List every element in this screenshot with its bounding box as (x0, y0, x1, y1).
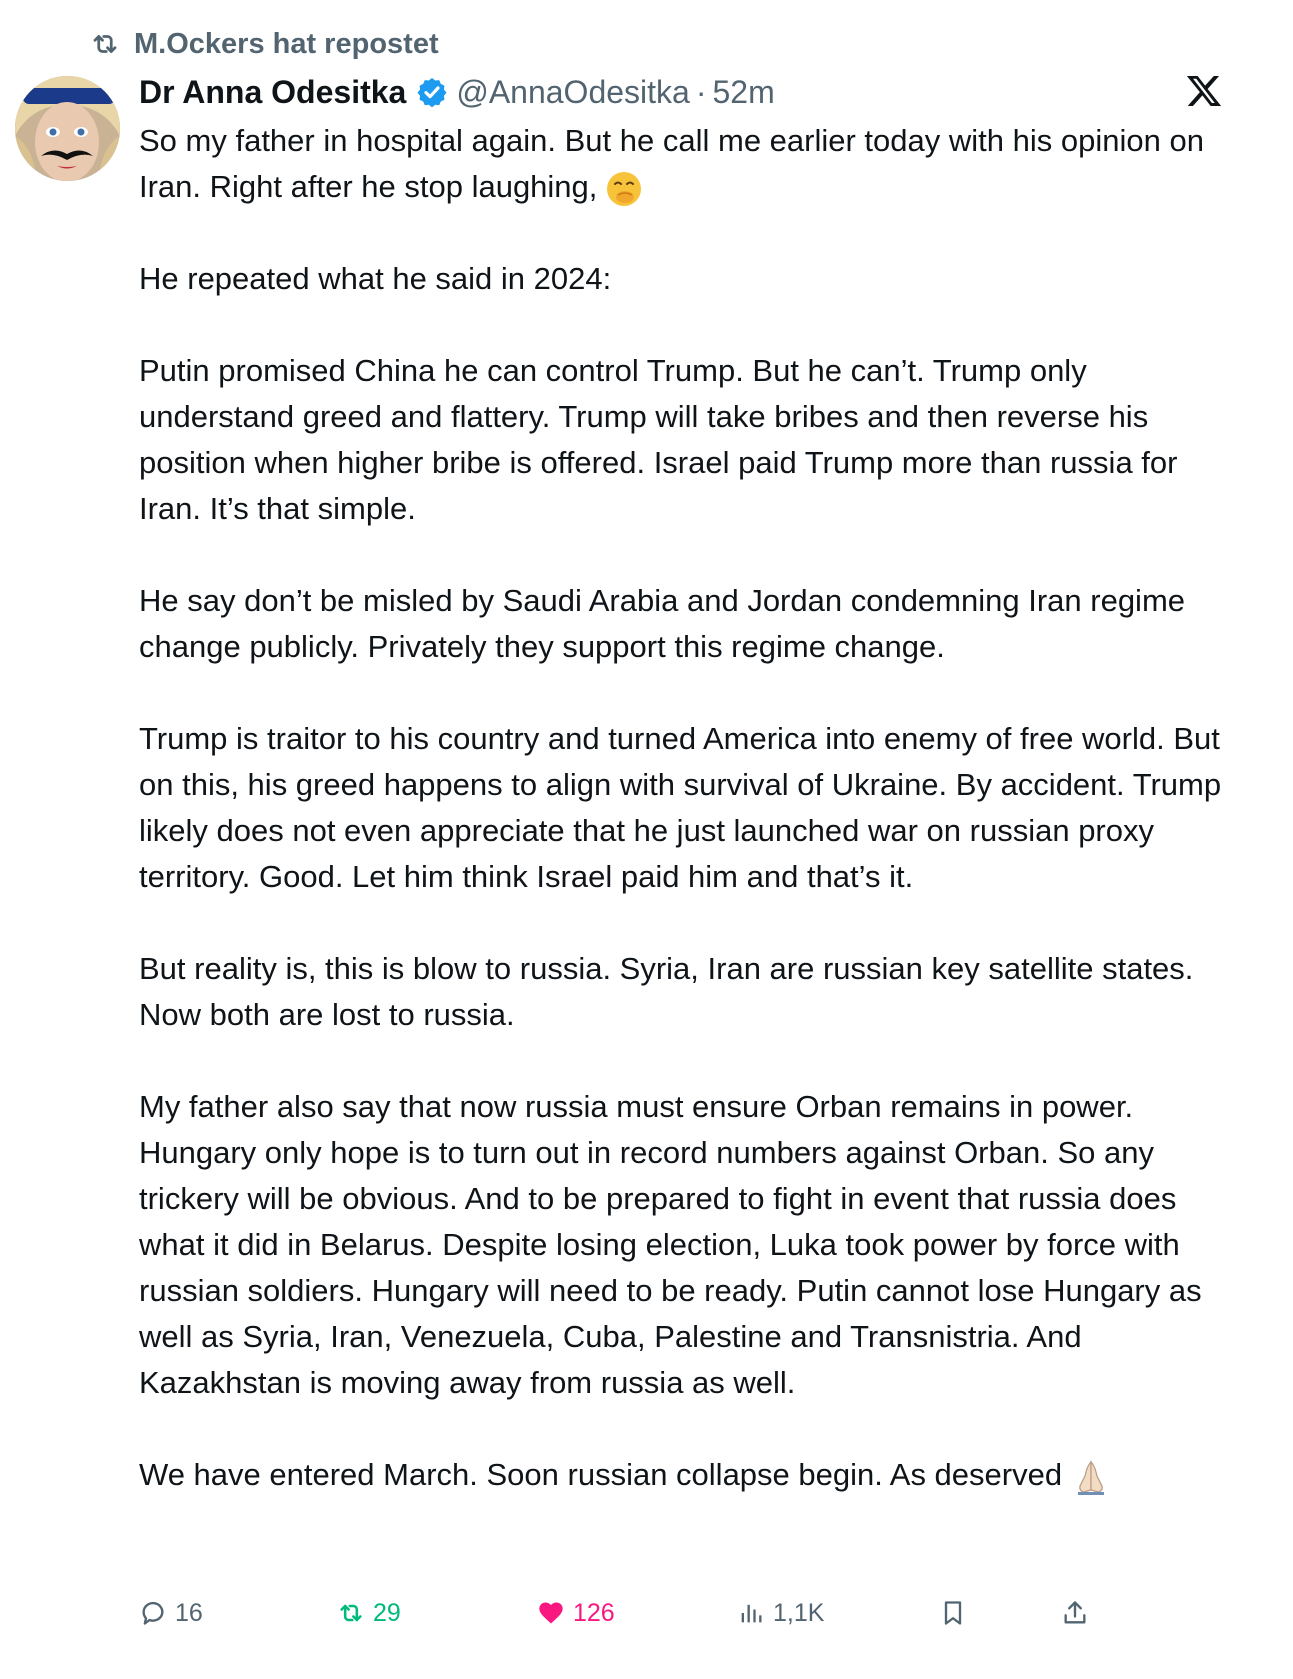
repost-icon (337, 1599, 365, 1627)
post-text (139, 118, 1229, 1544)
bookmark-icon (939, 1599, 967, 1627)
post-paragraph (139, 1452, 1229, 1498)
repost-button[interactable] (337, 1588, 401, 1638)
x-logo-icon[interactable] (1185, 72, 1223, 110)
author-handle[interactable]: @AnnaOdesitka (456, 73, 690, 110)
views-icon (737, 1599, 765, 1627)
post-timestamp[interactable]: 52m (712, 73, 775, 110)
like-count: 126 (573, 1598, 615, 1627)
post-paragraph: He say don’t be misled by Saudi Arabia and Jordan condemning Iran regime change publicly. Privately they support this regime change. (139, 583, 1186, 664)
repost-icon (90, 29, 120, 59)
like-button[interactable] (537, 1588, 615, 1638)
verified-badge-icon (416, 76, 448, 108)
views-count: 1,1K (773, 1598, 825, 1627)
share-button[interactable] (1061, 1588, 1089, 1638)
post-header (139, 68, 775, 116)
reply-count: 16 (175, 1598, 203, 1627)
action-bar (139, 1588, 1099, 1638)
heart-icon (537, 1599, 565, 1627)
post-paragraph: Trump is traitor to his country and turned America into enemy of free world. But on this, his greed happens to align with survival of Ukraine. By accident. Trump likely does not even appreciate that he just launched war on russian proxy territory. Good. Let him think Israel paid him and that’s it. (139, 721, 1222, 894)
bookmark-button[interactable] (939, 1588, 967, 1638)
paragraph-text: So my father in hospital again. But he call me earlier today with his opinion on Iran. Right after he stop laughing, (139, 123, 1204, 204)
reply-button[interactable] (139, 1588, 203, 1638)
repost-indicator[interactable] (90, 22, 439, 66)
share-icon (1061, 1599, 1089, 1627)
repost-text: M.Ockers hat repostet (134, 27, 439, 60)
views-button[interactable] (737, 1588, 824, 1638)
repost-count: 29 (373, 1598, 401, 1627)
post-paragraph: But reality is, this is blow to russia. Syria, Iran are russian key satellite states. Now both are lost to russia. (139, 951, 1194, 1032)
separator-dot: · (695, 73, 707, 110)
post-paragraph: He repeated what he said in 2024: (139, 261, 612, 296)
reply-icon (139, 1599, 167, 1627)
avatar[interactable] (15, 76, 120, 181)
avatar-image (15, 76, 120, 181)
post-paragraph: Putin promised China he can control Trump. But he can’t. Trump only understand greed and flattery. Trump will take bribes and then reverse his position when higher bribe is offered. Israel paid Trump more than russia for Iran. It’s that simple. (139, 353, 1178, 526)
face-with-hand-over-mouth-emoji (605, 170, 643, 208)
folded-hands-emoji (1070, 1456, 1112, 1498)
author-name[interactable]: Dr Anna Odesitka (139, 73, 407, 110)
post-paragraph: My father also say that now russia must ensure Orban remains in power. Hungary only hope is to turn out in record numbers against Orban. So any trickery will be obvious. And to be prepared to fight in event that russia does what it did in Belarus. Despite losing election, Luka took power by force with russian soldiers. Hungary will need to be ready. Putin cannot lose Hungary as well as Syria, Iran, Venezuela, Cuba, Palestine and Transnistria. And Kazakhstan is moving away from russia as well. (139, 1089, 1202, 1400)
paragraph-text: We have entered March. Soon russian collapse begin. As deserved (139, 1457, 1063, 1492)
post-paragraph (139, 118, 1229, 210)
